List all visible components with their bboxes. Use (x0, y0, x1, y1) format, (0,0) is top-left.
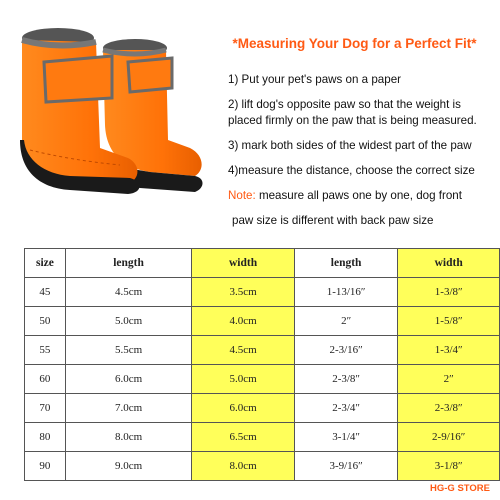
table-cell: 1-13/16″ (294, 278, 398, 307)
table-cell: 4.5cm (65, 278, 191, 307)
table-cell: 3.5cm (192, 278, 295, 307)
instructions (228, 72, 498, 229)
table-cell: 8.0cm (192, 452, 295, 481)
table-cell: 6.0cm (65, 365, 191, 394)
dog-boots-image (0, 0, 210, 215)
note-cont: paw size is different with back paw size (232, 214, 434, 227)
step-3: 3) mark both sides of the widest part of the paw (228, 139, 472, 152)
table-cell: 80 (25, 423, 66, 452)
table-cell: 5.0cm (192, 365, 295, 394)
table-cell: 1-3/8″ (398, 278, 500, 307)
table-cell: 9.0cm (65, 452, 191, 481)
store-name: HG-G STORE (430, 483, 490, 494)
table-cell: 6.0cm (192, 394, 295, 423)
table-cell: 4.5cm (192, 336, 295, 365)
table-header-row (25, 249, 500, 278)
table-cell: 50 (25, 307, 66, 336)
table-row (25, 365, 500, 394)
note-text: measure all paws one by one, dog front (255, 189, 462, 202)
table-cell: 2-3/4″ (294, 394, 398, 423)
header-size: size (25, 249, 66, 278)
table-cell: 1-5/8″ (398, 307, 500, 336)
table-cell: 2″ (294, 307, 398, 336)
table-cell: 6.5cm (192, 423, 295, 452)
table-cell: 1-3/4″ (398, 336, 500, 365)
table-cell: 70 (25, 394, 66, 423)
table-cell: 3-1/8″ (398, 452, 500, 481)
table-cell: 2″ (398, 365, 500, 394)
table-cell: 5.5cm (65, 336, 191, 365)
table-cell: 4.0cm (192, 307, 295, 336)
note (228, 188, 498, 204)
table-cell: 3-1/4″ (294, 423, 398, 452)
header-length-in: length (294, 249, 398, 278)
table-cell: 55 (25, 336, 66, 365)
table-cell: 2-9/16″ (398, 423, 500, 452)
size-chart-table (24, 248, 500, 481)
header-length-cm: length (65, 249, 191, 278)
table-row (25, 336, 500, 365)
table-row (25, 423, 500, 452)
table-cell: 2-3/8″ (398, 394, 500, 423)
step-4: 4)measure the distance, choose the correct size (228, 164, 475, 177)
table-cell: 5.0cm (65, 307, 191, 336)
step-2: 2) lift dog's opposite paw so that the weight is (228, 98, 461, 111)
table-cell: 3-9/16″ (294, 452, 398, 481)
note-label: Note: (228, 189, 256, 202)
step-1: 1) Put your pet's paws on a paper (228, 73, 402, 86)
table-cell: 2-3/8″ (294, 365, 398, 394)
table-row (25, 452, 500, 481)
header-width-in: width (398, 249, 500, 278)
table-cell: 60 (25, 365, 66, 394)
table-cell: 8.0cm (65, 423, 191, 452)
table-row (25, 278, 500, 307)
table-cell: 2-3/16″ (294, 336, 398, 365)
table-row (25, 394, 500, 423)
table-cell: 90 (25, 452, 66, 481)
table-cell: 7.0cm (65, 394, 191, 423)
table-cell: 45 (25, 278, 66, 307)
page-title: *Measuring Your Dog for a Perfect Fit* (232, 36, 477, 51)
step-2-cont: placed firmly on the paw that is being measured. (228, 114, 477, 127)
header-width-cm: width (192, 249, 295, 278)
table-row (25, 307, 500, 336)
